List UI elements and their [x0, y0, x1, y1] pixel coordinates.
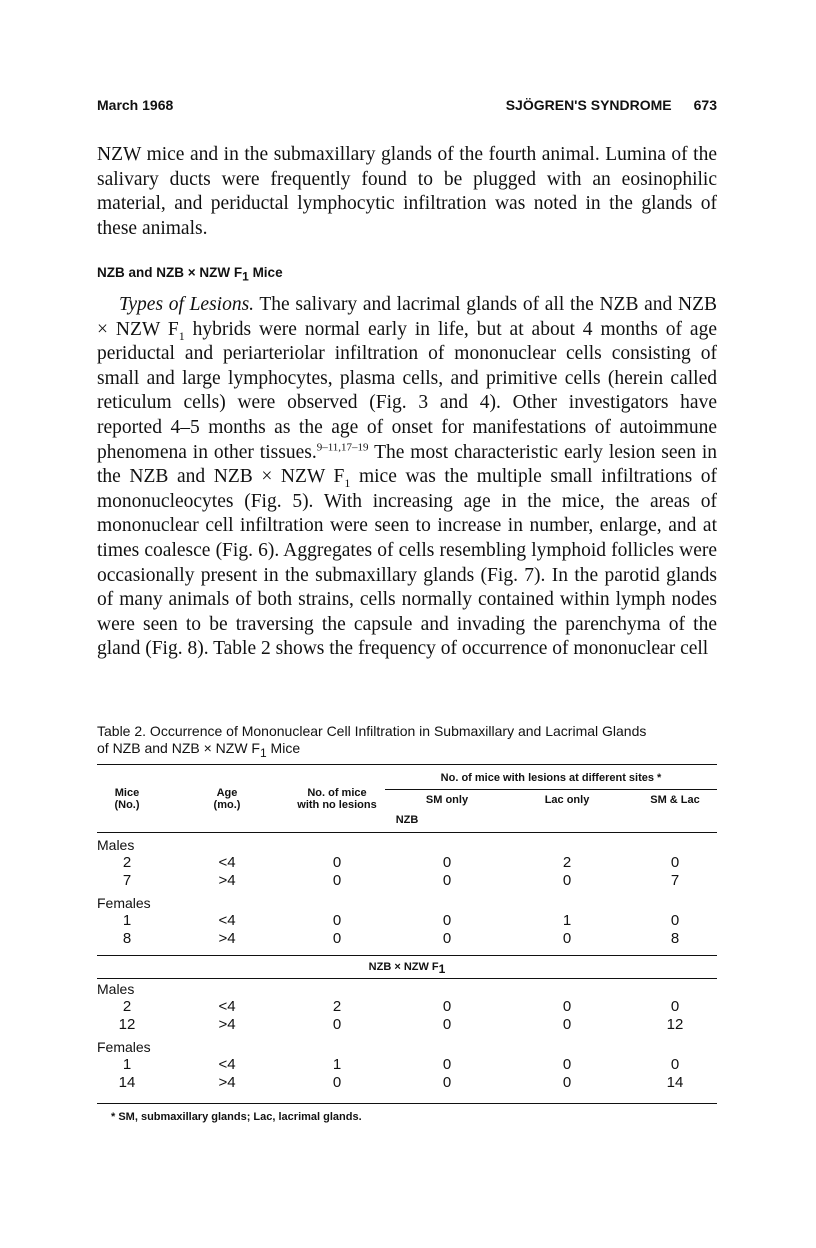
table-cell: <4 — [218, 854, 236, 871]
page-number: 673 — [693, 97, 717, 113]
section-heading: NZB and NZB × NZW $F_1$ Mice — [97, 265, 283, 284]
table-cell: 0 — [442, 930, 452, 947]
table-cell: 12 — [666, 1016, 684, 1033]
table-cell: 1 — [122, 912, 132, 929]
table-cell: 0 — [562, 872, 572, 889]
table-cell: >4 — [218, 930, 236, 947]
table-bottom-rule — [97, 1103, 717, 1104]
group-label: Females — [97, 895, 151, 911]
table-cell: 0 — [442, 998, 452, 1015]
section-rule-nzb — [97, 832, 717, 833]
table-cell: 0 — [442, 912, 452, 929]
table-cell: 2 — [122, 854, 132, 871]
table-cell: 0 — [442, 1016, 452, 1033]
table-top-rule — [97, 764, 717, 765]
table-cell: 0 — [562, 998, 572, 1015]
table-caption: Table 2. Occurrence of Mononuclear Cell Infiltration in Submaxillary and Lacrimal Glands of NZB and NZB × NZW $F_1$ Mice — [97, 723, 647, 760]
body-paragraph-1: NZW mice and in the submaxillary glands of the fourth animal. Lumina of the salivary ducts were frequently found to be plugged with an eosinophilic material, and periductal lymphocytic infiltration was noted in the glands of these animals. — [97, 144, 717, 239]
table-cell: 0 — [442, 1056, 452, 1073]
table-cell: 8 — [122, 930, 132, 947]
section-rule-hybrid-top — [97, 955, 717, 956]
table-cell: 0 — [562, 1016, 572, 1033]
section-label-nzb: NZB — [395, 814, 419, 826]
running-head-title: SJÖGREN'S SYNDROME — [505, 97, 672, 113]
header-lac-only: Lac only — [544, 794, 590, 806]
spanner-rule — [385, 789, 717, 790]
table-cell: 0 — [332, 1016, 342, 1033]
table-cell: 2 — [332, 998, 342, 1015]
table-cell: <4 — [218, 998, 236, 1015]
table-cell: 2 — [562, 854, 572, 871]
table-cell: <4 — [218, 1056, 236, 1073]
run-in-heading: Types of Lesions. — [119, 294, 255, 315]
table-cell: 2 — [122, 998, 132, 1015]
header-age: Age (mo.) — [213, 787, 241, 811]
table-cell: 7 — [122, 872, 132, 889]
table-cell: 14 — [118, 1074, 136, 1091]
running-head-date: March 1968 — [97, 97, 174, 113]
table-cell: 1 — [122, 1056, 132, 1073]
section-label-hybrid: NZB × NZW $F_1$ — [368, 961, 446, 977]
table-cell: 0 — [442, 854, 452, 871]
table-cell: 0 — [562, 1074, 572, 1091]
table-cell: 7 — [670, 872, 680, 889]
table-cell: 0 — [332, 912, 342, 929]
table-cell: >4 — [218, 1016, 236, 1033]
table-cell: 0 — [670, 1056, 680, 1073]
header-sm-lac: SM & Lac — [650, 794, 700, 806]
table-cell: 12 — [118, 1016, 136, 1033]
table-cell: <4 — [218, 912, 236, 929]
group-label: Males — [97, 981, 135, 997]
table-cell: 8 — [670, 930, 680, 947]
table-cell: 0 — [562, 930, 572, 947]
table-cell: 0 — [670, 912, 680, 929]
table-cell: 14 — [666, 1074, 684, 1091]
group-label: Females — [97, 1039, 151, 1055]
table-cell: 1 — [332, 1056, 342, 1073]
table-cell: 0 — [332, 854, 342, 871]
table-cell: 0 — [442, 1074, 452, 1091]
header-mice: Mice (No.) — [114, 787, 140, 811]
table-cell: 0 — [670, 998, 680, 1015]
header-spanner: No. of mice with lesions at different sites * — [440, 772, 662, 784]
group-label: Males — [97, 837, 135, 853]
citation-superscript: 9–11,17–19 — [316, 441, 369, 454]
running-head-title-group — [506, 97, 717, 113]
table-cell: >4 — [218, 1074, 236, 1091]
header-no-lesions: No. of mice with no lesions — [297, 787, 377, 811]
body-paragraph-2: Types of Lesions. The salivary and lacrimal glands of all the NZB and NZB × NZW $F_1$ hybrids were normal early in life, but at about 4 months of age periductal and periarteriolar infiltration of mononuclear cells consisting of small and large lymphocytes, plasma cells, and primitive cells (herein called reticulum cells) were observed (Fig. 3 and 4). Other investigators have reported 4–5 months as the age of onset for manifestations of autoimmune phenomena in other tissues.$^{9-11,17-19}$ The most characteristic early lesion seen in the NZB and NZB × NZW $F_1$ mice was the multiple small infiltrations of mononucleocytes (Fig. 5). With increasing age in the mice, the areas of mononuclear cell infiltration were seen to increase in number, enlarge, and at times coalesce (Fig. 6). Aggregates of cells resembling lymphoid follicles were occasionally present in the submaxillary glands (Fig. 7). In the parotid glands of many animals of both strains, cells normally contained within lymph nodes were seen to be traversing the capsule and invading the parenchyma of the gland (Fig. 8). Table 2 shows the frequency of occurrence of mononuclear cell — [97, 294, 718, 660]
table-cell: 0 — [332, 1074, 342, 1091]
table-cell: 0 — [332, 872, 342, 889]
table-cell: 1 — [562, 912, 572, 929]
table-cell: >4 — [218, 872, 236, 889]
table-cell: 0 — [332, 930, 342, 947]
running-head — [97, 97, 717, 117]
header-sm-only: SM only — [425, 794, 469, 806]
section-rule-hybrid — [97, 978, 717, 979]
table-footnote: * SM, submaxillary glands; Lac, lacrimal glands. — [111, 1111, 362, 1123]
table-cell: 0 — [562, 1056, 572, 1073]
table-cell: 0 — [442, 872, 452, 889]
table-cell: 0 — [670, 854, 680, 871]
